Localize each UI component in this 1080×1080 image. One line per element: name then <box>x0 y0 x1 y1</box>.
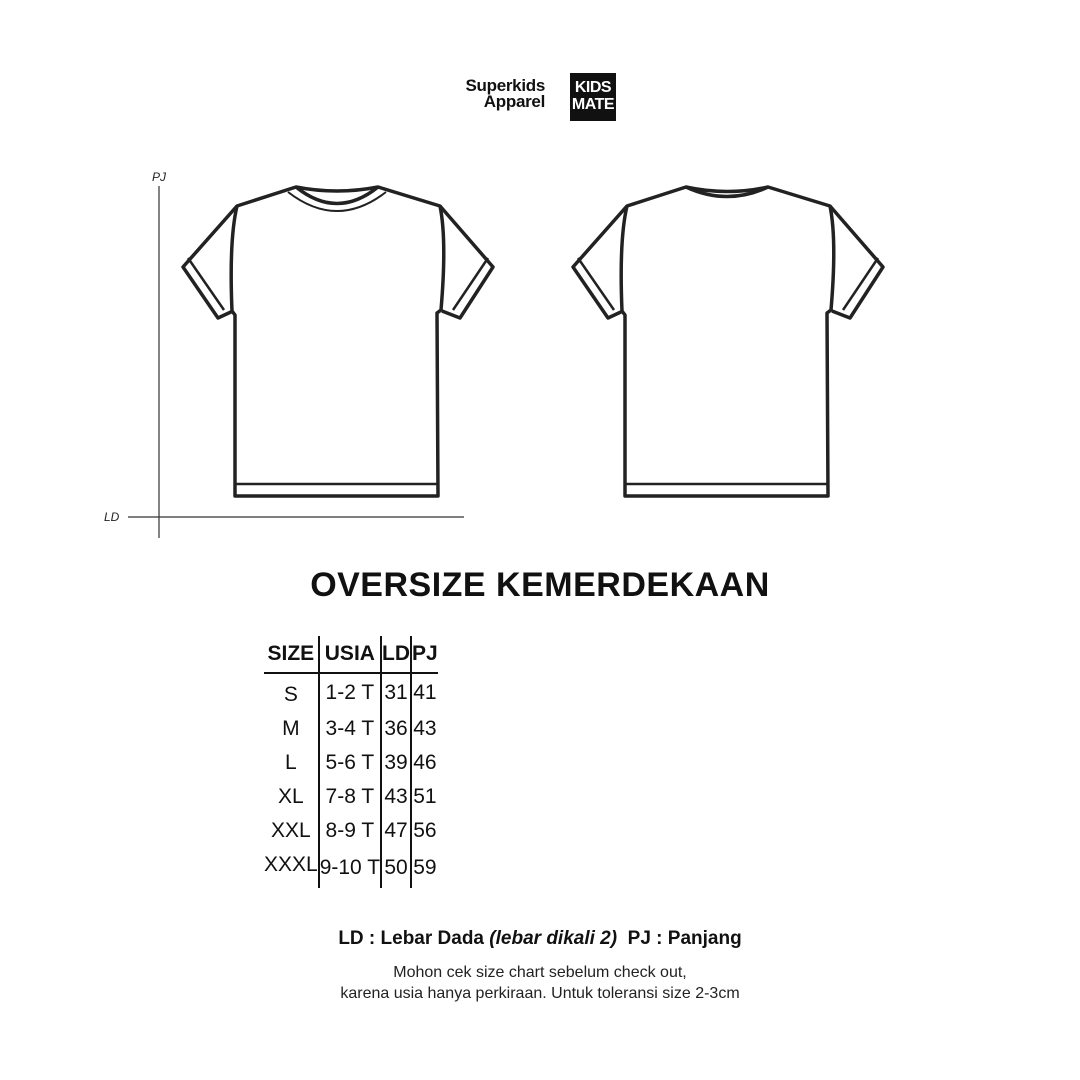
cell-ld: 50 <box>381 848 411 888</box>
cell-pj: 43 <box>411 712 438 746</box>
table-row <box>264 848 438 888</box>
brand-line-2: Apparel <box>483 92 545 111</box>
brand-line-1: Superkids <box>465 76 545 95</box>
cell-size: XL <box>278 785 304 808</box>
cell-pj: 56 <box>411 814 438 848</box>
cell-size: L <box>285 751 297 774</box>
cell-size: XXL <box>271 819 311 842</box>
table-row <box>264 746 438 780</box>
cell-size: XXXL <box>264 853 318 876</box>
cell-size: S <box>283 683 298 706</box>
cell-usia: 8-9 T <box>319 814 381 848</box>
ld-axis-label: LD <box>104 510 120 524</box>
size-table <box>264 636 438 888</box>
cell-usia: 5-6 T <box>319 746 381 780</box>
pj-axis-label: PJ <box>152 170 167 184</box>
cell-ld: 36 <box>381 712 411 746</box>
table-row <box>264 814 438 848</box>
legend <box>0 928 1080 950</box>
header-pj: PJ <box>411 636 438 673</box>
cell-usia: 1-2 T <box>319 673 381 712</box>
table-header-row <box>264 636 438 673</box>
cell-usia: 3-4 T <box>319 712 381 746</box>
cell-usia: 7-8 T <box>319 780 381 814</box>
note-line-1: Mohon cek size chart sebelum check out, <box>393 964 687 981</box>
logo-line-1: KIDS <box>574 79 612 96</box>
cell-ld: 39 <box>381 746 411 780</box>
header-usia: USIA <box>319 636 381 673</box>
tshirt-back-icon <box>573 187 883 496</box>
legend-pj: PJ : Panjang <box>627 928 742 949</box>
tshirt-front-icon <box>183 187 493 496</box>
legend-ld-note: (lebar dikali 2) <box>489 928 618 949</box>
header-size: SIZE <box>264 636 319 673</box>
header-ld: LD <box>381 636 411 673</box>
cell-size: M <box>282 717 300 740</box>
cell-pj: 41 <box>411 673 438 712</box>
cell-pj: 51 <box>411 780 438 814</box>
size-note <box>0 962 1080 1004</box>
note-line-2: karena usia hanya perkiraan. Untuk toleransi size 2-3cm <box>340 985 740 1002</box>
table-row <box>264 780 438 814</box>
cell-usia: 9-10 T <box>319 848 381 888</box>
table-row <box>264 712 438 746</box>
logo-line-2: MATE <box>571 96 615 113</box>
cell-ld: 31 <box>381 673 411 712</box>
legend-ld: LD : Lebar Dada <box>338 928 485 949</box>
cell-ld: 43 <box>381 780 411 814</box>
cell-ld: 47 <box>381 814 411 848</box>
page-title: OVERSIZE KEMERDEKAAN <box>310 566 770 604</box>
table-row <box>264 673 438 712</box>
cell-pj: 46 <box>411 746 438 780</box>
cell-pj: 59 <box>411 848 438 888</box>
